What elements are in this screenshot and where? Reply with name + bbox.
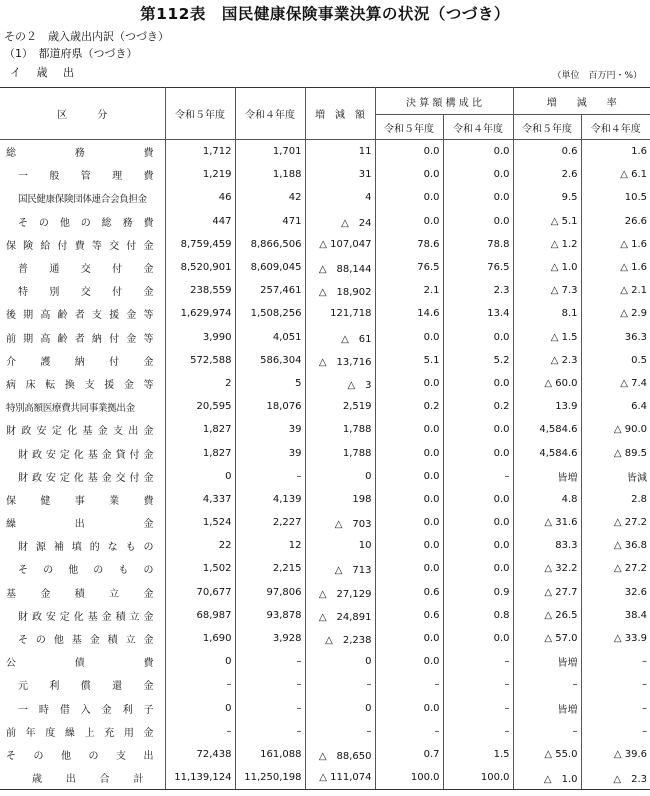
table-row bbox=[0, 186, 650, 209]
row-label-cell bbox=[0, 766, 165, 790]
row-label-cell bbox=[0, 720, 165, 743]
row-label-cell bbox=[0, 140, 165, 164]
value-comp-r5: 0.0 bbox=[375, 511, 443, 534]
value-comp-r5: 0.0 bbox=[375, 441, 443, 464]
row-label: 基金積立金 bbox=[6, 588, 154, 600]
value-rate-r4: △ 6.1 bbox=[581, 163, 650, 186]
table-row bbox=[0, 581, 650, 604]
row-label: 普通交付金 bbox=[18, 264, 154, 276]
value-rate-r5: 4,584.6 bbox=[513, 418, 581, 441]
row-label: 元利償還金 bbox=[18, 681, 154, 693]
value-comp-r5: 0.0 bbox=[375, 140, 443, 164]
table-row bbox=[0, 673, 650, 696]
value-rate-r4: – bbox=[581, 720, 650, 743]
value-r5: 3,990 bbox=[165, 326, 235, 349]
header-rate-r5: 令和５年度 bbox=[513, 115, 581, 140]
value-r4: – bbox=[235, 720, 305, 743]
value-comp-r5: 2.1 bbox=[375, 279, 443, 302]
row-label-cell bbox=[0, 697, 165, 720]
value-comp-r4: 0.0 bbox=[443, 441, 513, 464]
value-rate-r5: △ 27.7 bbox=[513, 581, 581, 604]
value-r5: 1,524 bbox=[165, 511, 235, 534]
value-change: 0 bbox=[305, 465, 375, 488]
table-row bbox=[0, 233, 650, 256]
value-comp-r4: – bbox=[443, 465, 513, 488]
value-rate-r4: 36.3 bbox=[581, 326, 650, 349]
value-comp-r5: 78.6 bbox=[375, 233, 443, 256]
value-rate-r5: △ 1.2 bbox=[513, 233, 581, 256]
value-r5: – bbox=[165, 673, 235, 696]
row-label: その他の支出 bbox=[6, 750, 154, 762]
value-r4: 2,215 bbox=[235, 557, 305, 580]
value-r4: 4,051 bbox=[235, 326, 305, 349]
value-comp-r4: 0.9 bbox=[443, 581, 513, 604]
table-row bbox=[0, 557, 650, 580]
value-r5: 0 bbox=[165, 650, 235, 673]
row-label: その他のもの bbox=[18, 565, 154, 577]
value-comp-r4: 2.3 bbox=[443, 279, 513, 302]
value-rate-r4: △ 1.6 bbox=[581, 233, 650, 256]
table-row bbox=[0, 349, 650, 372]
value-rate-r5: △ 2.3 bbox=[513, 349, 581, 372]
table-header bbox=[0, 88, 650, 140]
value-change: △ 703 bbox=[305, 511, 375, 534]
value-r5: 1,629,974 bbox=[165, 302, 235, 325]
value-rate-r5: △ 7.3 bbox=[513, 279, 581, 302]
value-change: △ 24,891 bbox=[305, 604, 375, 627]
value-comp-r4: 78.8 bbox=[443, 233, 513, 256]
value-r5: 1,219 bbox=[165, 163, 235, 186]
value-comp-r4: 0.0 bbox=[443, 534, 513, 557]
expenditure-table bbox=[0, 87, 650, 790]
value-rate-r5: △ 1.0 bbox=[513, 256, 581, 279]
page-title: 第112表 国民健康保険事業決算の状況（つづき） bbox=[140, 5, 510, 23]
value-comp-r4: 76.5 bbox=[443, 256, 513, 279]
row-label: 前年度繰上充用金 bbox=[6, 727, 154, 739]
value-rate-r4: 10.5 bbox=[581, 186, 650, 209]
value-r4: 5 bbox=[235, 372, 305, 395]
value-rate-r4: △ 2.3 bbox=[581, 766, 650, 790]
value-change: 198 bbox=[305, 488, 375, 511]
value-rate-r5: – bbox=[513, 720, 581, 743]
header-category: 区 分 bbox=[0, 88, 165, 140]
value-r5: 8,759,459 bbox=[165, 233, 235, 256]
row-label: 病床転換支援金等 bbox=[6, 379, 154, 391]
value-comp-r5: 0.0 bbox=[375, 488, 443, 511]
value-rate-r4: △ 39.6 bbox=[581, 743, 650, 766]
row-label-cell bbox=[0, 534, 165, 557]
value-r4: 1,188 bbox=[235, 163, 305, 186]
value-rate-r5: △ 60.0 bbox=[513, 372, 581, 395]
value-comp-r4: 0.0 bbox=[443, 140, 513, 164]
table-row bbox=[0, 210, 650, 233]
value-rate-r5: 2.6 bbox=[513, 163, 581, 186]
value-r5: 1,827 bbox=[165, 441, 235, 464]
row-label-cell bbox=[0, 210, 165, 233]
value-change: △ 61 bbox=[305, 326, 375, 349]
header-change: 増 減 額 bbox=[305, 88, 375, 140]
value-comp-r5: 0.0 bbox=[375, 627, 443, 650]
value-rate-r5: 皆増 bbox=[513, 465, 581, 488]
value-r5: 0 bbox=[165, 697, 235, 720]
value-r5: 70,677 bbox=[165, 581, 235, 604]
value-rate-r4: △ 27.2 bbox=[581, 557, 650, 580]
value-comp-r5: 100.0 bbox=[375, 766, 443, 790]
value-comp-r5: 0.2 bbox=[375, 395, 443, 418]
value-change: △ 88,650 bbox=[305, 743, 375, 766]
table-row bbox=[0, 140, 650, 164]
value-rate-r5: △ 5.1 bbox=[513, 210, 581, 233]
value-r4: 39 bbox=[235, 418, 305, 441]
row-label-cell bbox=[0, 743, 165, 766]
prefecture-subtitle: （1） 都道府県（つづき） bbox=[4, 47, 138, 60]
value-comp-r5: 0.0 bbox=[375, 650, 443, 673]
value-r5: 68,987 bbox=[165, 604, 235, 627]
value-comp-r5: 0.0 bbox=[375, 534, 443, 557]
value-comp-r4: 0.2 bbox=[443, 395, 513, 418]
table-row bbox=[0, 720, 650, 743]
value-r4: 42 bbox=[235, 186, 305, 209]
row-label: 介護納付金 bbox=[6, 356, 154, 368]
value-change: △ 713 bbox=[305, 557, 375, 580]
row-label-cell bbox=[0, 673, 165, 696]
row-label-cell bbox=[0, 372, 165, 395]
value-change: △ 88,144 bbox=[305, 256, 375, 279]
value-r4: 471 bbox=[235, 210, 305, 233]
table-row bbox=[0, 372, 650, 395]
value-comp-r4: 100.0 bbox=[443, 766, 513, 790]
value-rate-r4: 32.6 bbox=[581, 581, 650, 604]
value-comp-r5: 0.0 bbox=[375, 326, 443, 349]
row-label-cell bbox=[0, 511, 165, 534]
row-label-cell bbox=[0, 627, 165, 650]
value-r4: 8,866,506 bbox=[235, 233, 305, 256]
table-row bbox=[0, 163, 650, 186]
row-label-cell bbox=[0, 233, 165, 256]
value-comp-r4: – bbox=[443, 673, 513, 696]
value-r5: 2 bbox=[165, 372, 235, 395]
table-row bbox=[0, 465, 650, 488]
value-r5: 1,502 bbox=[165, 557, 235, 580]
value-change: 11 bbox=[305, 140, 375, 164]
row-label: 総務費 bbox=[6, 148, 154, 160]
value-rate-r4: △ 33.9 bbox=[581, 627, 650, 650]
value-change: 2,519 bbox=[305, 395, 375, 418]
value-rate-r4: 皆減 bbox=[581, 465, 650, 488]
row-label: 特別高額医療費共同事業拠出金 bbox=[6, 402, 135, 414]
value-r4: 4,139 bbox=[235, 488, 305, 511]
value-change: 1,788 bbox=[305, 441, 375, 464]
value-r4: 97,806 bbox=[235, 581, 305, 604]
value-r5: 20,595 bbox=[165, 395, 235, 418]
value-comp-r5: 0.6 bbox=[375, 581, 443, 604]
value-rate-r5: △ 1.5 bbox=[513, 326, 581, 349]
table-row bbox=[0, 441, 650, 464]
row-label: 保健事業費 bbox=[6, 495, 154, 507]
value-change: △ 24 bbox=[305, 210, 375, 233]
value-comp-r5: 76.5 bbox=[375, 256, 443, 279]
row-label-cell bbox=[0, 418, 165, 441]
value-r5: 72,438 bbox=[165, 743, 235, 766]
value-change: △ 107,047 bbox=[305, 233, 375, 256]
value-r4: 586,304 bbox=[235, 349, 305, 372]
value-rate-r5: 皆増 bbox=[513, 697, 581, 720]
value-comp-r5: 0.0 bbox=[375, 372, 443, 395]
value-comp-r5: 0.7 bbox=[375, 743, 443, 766]
table-row bbox=[0, 650, 650, 673]
row-label-cell bbox=[0, 256, 165, 279]
value-rate-r4: – bbox=[581, 650, 650, 673]
value-comp-r4: – bbox=[443, 697, 513, 720]
value-rate-r4: 1.6 bbox=[581, 140, 650, 164]
value-r5: 1,690 bbox=[165, 627, 235, 650]
header-r5: 令和５年度 bbox=[165, 88, 235, 140]
value-comp-r4: 0.0 bbox=[443, 418, 513, 441]
value-comp-r5: 0.0 bbox=[375, 557, 443, 580]
value-change: △ 18,902 bbox=[305, 279, 375, 302]
table-row bbox=[0, 743, 650, 766]
value-r5: 1,827 bbox=[165, 418, 235, 441]
value-r5: 8,520,901 bbox=[165, 256, 235, 279]
value-change: △ 27,129 bbox=[305, 581, 375, 604]
value-r4: – bbox=[235, 650, 305, 673]
value-rate-r5: △ 57.0 bbox=[513, 627, 581, 650]
table-row bbox=[0, 511, 650, 534]
value-rate-r4: 26.6 bbox=[581, 210, 650, 233]
value-r4: 8,609,045 bbox=[235, 256, 305, 279]
value-r4: 39 bbox=[235, 441, 305, 464]
value-r5: 46 bbox=[165, 186, 235, 209]
row-label: 特別交付金 bbox=[18, 287, 154, 299]
value-comp-r5: 5.1 bbox=[375, 349, 443, 372]
value-change: – bbox=[305, 673, 375, 696]
table-body bbox=[0, 140, 650, 790]
value-comp-r5: 0.0 bbox=[375, 418, 443, 441]
row-label: 保険給付費等交付金 bbox=[6, 240, 154, 252]
value-r4: 1,701 bbox=[235, 140, 305, 164]
value-comp-r4: – bbox=[443, 650, 513, 673]
table-row bbox=[0, 302, 650, 325]
value-comp-r4: 0.0 bbox=[443, 372, 513, 395]
value-comp-r4: 0.0 bbox=[443, 488, 513, 511]
row-label-cell bbox=[0, 465, 165, 488]
value-r4: – bbox=[235, 673, 305, 696]
value-rate-r5: △ 31.6 bbox=[513, 511, 581, 534]
value-r5: 0 bbox=[165, 465, 235, 488]
value-rate-r5: 4.8 bbox=[513, 488, 581, 511]
value-comp-r5: 0.0 bbox=[375, 210, 443, 233]
section-subtitle: その２ 歳入歳出内訳（つづき） bbox=[4, 30, 169, 43]
value-change: 0 bbox=[305, 650, 375, 673]
value-change: △ 111,074 bbox=[305, 766, 375, 790]
row-label: 一般管理費 bbox=[18, 171, 154, 183]
value-change: 1,788 bbox=[305, 418, 375, 441]
header-comp-r4: 令和４年度 bbox=[443, 115, 513, 140]
row-label: 歳出合計 bbox=[32, 774, 144, 786]
value-rate-r5: 4,584.6 bbox=[513, 441, 581, 464]
value-r4: 93,878 bbox=[235, 604, 305, 627]
value-change: △ 13,716 bbox=[305, 349, 375, 372]
value-r5: 1,712 bbox=[165, 140, 235, 164]
row-label-cell bbox=[0, 349, 165, 372]
value-comp-r4: 0.0 bbox=[443, 511, 513, 534]
value-comp-r4: 13.4 bbox=[443, 302, 513, 325]
value-comp-r4: 1.5 bbox=[443, 743, 513, 766]
value-rate-r5: △ 55.0 bbox=[513, 743, 581, 766]
value-rate-r5: △ 1.0 bbox=[513, 766, 581, 790]
value-rate-r4: 38.4 bbox=[581, 604, 650, 627]
value-change: 31 bbox=[305, 163, 375, 186]
row-label: 財政安定化基金貸付金 bbox=[18, 449, 154, 461]
value-comp-r4: 5.2 bbox=[443, 349, 513, 372]
row-label: 繰出金 bbox=[6, 519, 154, 531]
row-label-cell bbox=[0, 302, 165, 325]
value-r4: 161,088 bbox=[235, 743, 305, 766]
value-rate-r4: △ 2.1 bbox=[581, 279, 650, 302]
value-change: 10 bbox=[305, 534, 375, 557]
total-row bbox=[0, 766, 650, 790]
value-comp-r4: 0.0 bbox=[443, 210, 513, 233]
value-r4: 12 bbox=[235, 534, 305, 557]
value-change: 4 bbox=[305, 186, 375, 209]
value-r4: – bbox=[235, 697, 305, 720]
value-r4: 257,461 bbox=[235, 279, 305, 302]
value-change: – bbox=[305, 720, 375, 743]
value-rate-r5: – bbox=[513, 673, 581, 696]
value-comp-r4: 0.8 bbox=[443, 604, 513, 627]
header-comp-r5: 令和５年度 bbox=[375, 115, 443, 140]
row-label: 財政安定化基金積立金 bbox=[18, 611, 154, 623]
value-r4: 11,250,198 bbox=[235, 766, 305, 790]
row-label-cell bbox=[0, 395, 165, 418]
value-rate-r5: △ 26.5 bbox=[513, 604, 581, 627]
value-r5: 447 bbox=[165, 210, 235, 233]
row-label-cell bbox=[0, 488, 165, 511]
value-r4: 18,076 bbox=[235, 395, 305, 418]
row-label-cell bbox=[0, 557, 165, 580]
header-rate: 増 減 率 bbox=[513, 88, 650, 115]
value-comp-r4: 0.0 bbox=[443, 627, 513, 650]
row-label-cell bbox=[0, 186, 165, 209]
value-comp-r4: 0.0 bbox=[443, 163, 513, 186]
value-rate-r4: △ 27.2 bbox=[581, 511, 650, 534]
table-row bbox=[0, 256, 650, 279]
table-row bbox=[0, 326, 650, 349]
value-comp-r5: 0.6 bbox=[375, 604, 443, 627]
row-label: その他の総務費 bbox=[18, 217, 154, 229]
value-comp-r4: 0.0 bbox=[443, 557, 513, 580]
table-row bbox=[0, 279, 650, 302]
row-label-cell bbox=[0, 163, 165, 186]
value-r4: 1,508,256 bbox=[235, 302, 305, 325]
value-rate-r5: 9.5 bbox=[513, 186, 581, 209]
row-label: 財政安定化基金支出金 bbox=[6, 426, 154, 438]
value-rate-r4: △ 2.9 bbox=[581, 302, 650, 325]
row-label: 国民健康保険団体連合会負担金 bbox=[18, 193, 147, 205]
row-label-cell bbox=[0, 441, 165, 464]
header-r4: 令和４年度 bbox=[235, 88, 305, 140]
value-comp-r5: 14.6 bbox=[375, 302, 443, 325]
value-r4: 3,928 bbox=[235, 627, 305, 650]
value-rate-r4: △ 36.8 bbox=[581, 534, 650, 557]
value-change: △ 2,238 bbox=[305, 627, 375, 650]
value-r5: – bbox=[165, 720, 235, 743]
value-r5: 22 bbox=[165, 534, 235, 557]
table-row bbox=[0, 697, 650, 720]
table-row bbox=[0, 488, 650, 511]
value-r4: – bbox=[235, 465, 305, 488]
value-rate-r4: △ 90.0 bbox=[581, 418, 650, 441]
row-label-cell bbox=[0, 326, 165, 349]
row-label-cell bbox=[0, 604, 165, 627]
row-label-cell bbox=[0, 279, 165, 302]
value-comp-r4: 0.0 bbox=[443, 186, 513, 209]
value-rate-r5: 8.1 bbox=[513, 302, 581, 325]
row-label: 財政安定化基金交付金 bbox=[18, 472, 154, 484]
value-rate-r5: 0.6 bbox=[513, 140, 581, 164]
table-row bbox=[0, 395, 650, 418]
table-row bbox=[0, 627, 650, 650]
value-rate-r4: △ 1.6 bbox=[581, 256, 650, 279]
value-r5: 11,139,124 bbox=[165, 766, 235, 790]
unit-note: （単位 百万円・%） bbox=[552, 71, 642, 81]
row-label-cell bbox=[0, 650, 165, 673]
header-composition: 決 算 額 構 成 比 bbox=[375, 88, 513, 115]
value-rate-r5: 83.3 bbox=[513, 534, 581, 557]
value-comp-r5: 0.0 bbox=[375, 163, 443, 186]
table-row bbox=[0, 604, 650, 627]
value-r5: 4,337 bbox=[165, 488, 235, 511]
row-label: 公債費 bbox=[6, 658, 154, 670]
value-rate-r4: 6.4 bbox=[581, 395, 650, 418]
value-comp-r5: – bbox=[375, 720, 443, 743]
table-row bbox=[0, 534, 650, 557]
row-label: その他基金積立金 bbox=[18, 635, 154, 647]
value-rate-r5: △ 32.2 bbox=[513, 557, 581, 580]
value-rate-r4: – bbox=[581, 673, 650, 696]
value-rate-r4: △ 89.5 bbox=[581, 441, 650, 464]
row-label: 財源補填的なもの bbox=[18, 542, 154, 554]
expenditure-heading: イ 歳 出 bbox=[10, 66, 80, 79]
value-rate-r4: 2.8 bbox=[581, 488, 650, 511]
value-r5: 572,588 bbox=[165, 349, 235, 372]
row-label: 後期高齢者支援金等 bbox=[6, 310, 154, 322]
value-comp-r5: – bbox=[375, 673, 443, 696]
value-r4: 2,227 bbox=[235, 511, 305, 534]
table-row bbox=[0, 418, 650, 441]
value-comp-r4: 0.0 bbox=[443, 326, 513, 349]
value-comp-r4: – bbox=[443, 720, 513, 743]
value-comp-r5: 0.0 bbox=[375, 186, 443, 209]
value-change: 121,718 bbox=[305, 302, 375, 325]
value-change: 0 bbox=[305, 697, 375, 720]
row-label: 一時借入金利子 bbox=[18, 704, 154, 716]
value-change: △ 3 bbox=[305, 372, 375, 395]
value-r5: 238,559 bbox=[165, 279, 235, 302]
value-rate-r4: 0.5 bbox=[581, 349, 650, 372]
value-rate-r5: 皆増 bbox=[513, 650, 581, 673]
value-rate-r5: 13.9 bbox=[513, 395, 581, 418]
value-rate-r4: – bbox=[581, 697, 650, 720]
value-rate-r4: △ 7.4 bbox=[581, 372, 650, 395]
value-comp-r5: 0.0 bbox=[375, 697, 443, 720]
header-rate-r4: 令和４年度 bbox=[581, 115, 650, 140]
row-label-cell bbox=[0, 581, 165, 604]
value-comp-r5: 0.0 bbox=[375, 465, 443, 488]
row-label: 前期高齢者納付金等 bbox=[6, 333, 154, 345]
